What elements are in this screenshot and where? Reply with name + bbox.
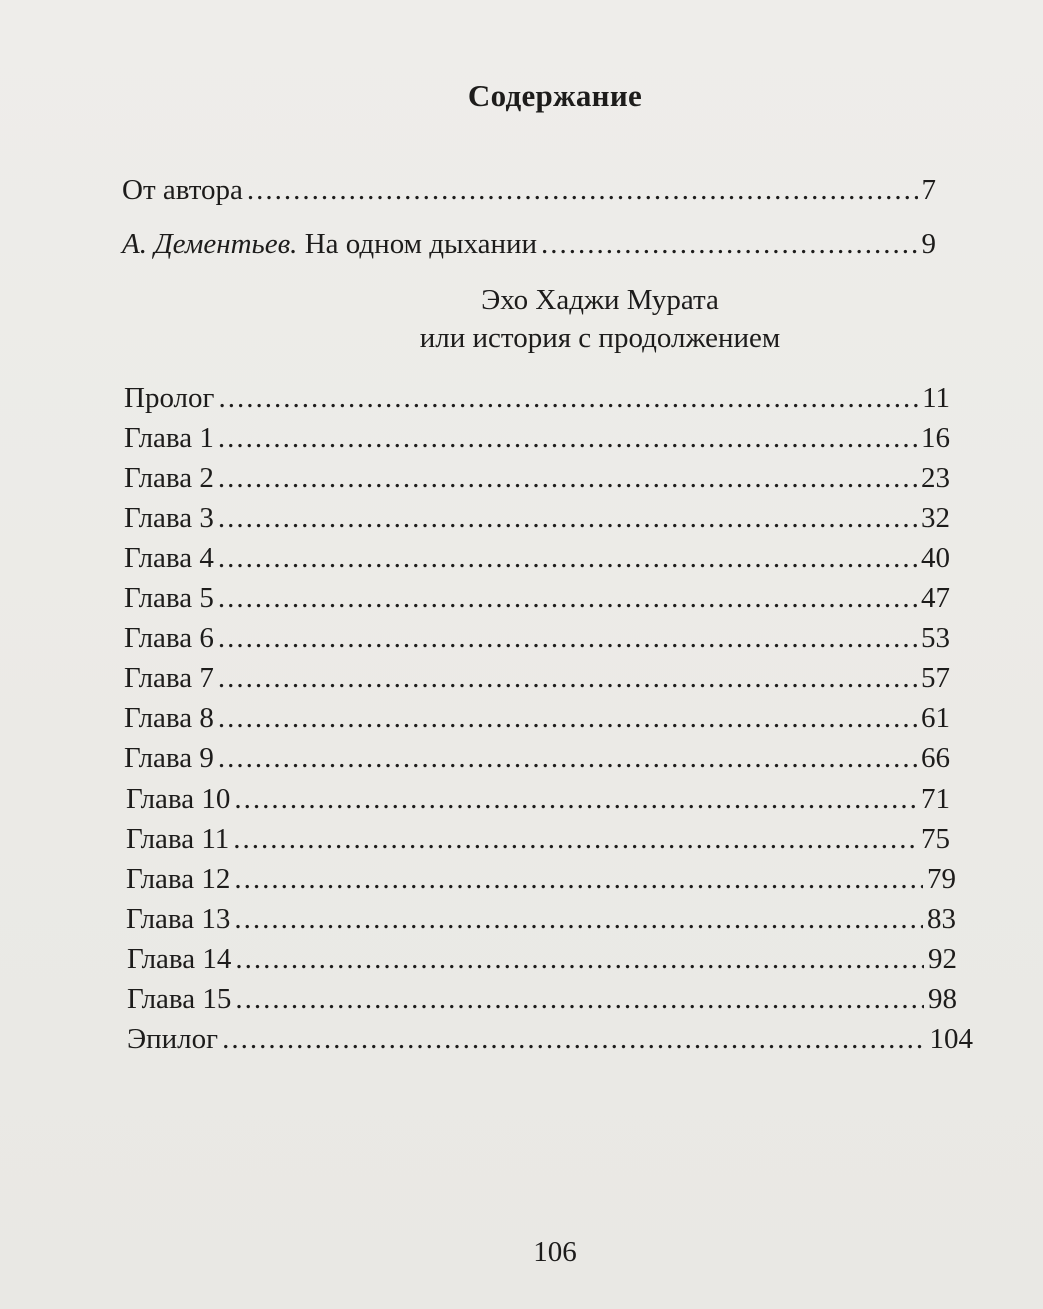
toc-dot-leader: [234, 861, 923, 897]
toc-entry-page: 7: [921, 174, 936, 206]
toc-entry-page: 32: [921, 502, 950, 534]
toc-dot-leader: [247, 172, 918, 208]
toc-entry-label: Глава 1: [124, 422, 214, 454]
toc-entry-page: 104: [929, 1023, 973, 1055]
toc-dot-leader: [218, 700, 917, 736]
toc-entry-author-name: А. Дементьев.: [122, 228, 298, 260]
toc-entry-page: 66: [921, 742, 950, 774]
toc-entry-label: Глава 3: [124, 502, 214, 534]
toc-entry-label: Глава 14: [127, 943, 232, 975]
toc-dot-leader: [218, 540, 917, 576]
toc-entry-page: 16: [921, 422, 950, 454]
toc-dot-leader: [233, 821, 917, 857]
toc-entry-page: 61: [921, 702, 950, 734]
toc-dot-leader: [222, 1021, 925, 1057]
toc-entry-chapter-3: [124, 500, 950, 536]
toc-entry-chapter-4: [124, 540, 950, 576]
toc-entry-label: Глава 4: [124, 542, 214, 574]
toc-entry-page: 23: [921, 462, 950, 494]
toc-entry-label: Глава 9: [124, 742, 214, 774]
toc-entry-page: 9: [921, 228, 936, 260]
toc-entry-label: Глава 15: [127, 983, 232, 1015]
toc-entry-chapter-6: [124, 620, 950, 656]
toc-entry-chapter-13: [126, 901, 956, 937]
toc-entry-chapter-2: [124, 460, 950, 496]
toc-entry-page: 79: [927, 863, 956, 895]
toc-entry-page: 83: [927, 903, 956, 935]
toc-title: Содержание: [467, 78, 643, 113]
section-heading-line2: или история с продолжением: [419, 322, 781, 354]
toc-dot-leader: [235, 941, 924, 977]
toc-entry-chapter-14: [127, 941, 957, 977]
toc-entry-chapter-7: [124, 660, 950, 696]
page-number: 106: [533, 1236, 577, 1268]
toc-entry-chapter-11: [126, 821, 950, 857]
toc-dot-leader: [218, 460, 917, 496]
toc-entry-label: Глава 6: [124, 622, 214, 654]
toc-dot-leader: [218, 580, 917, 616]
toc-dot-leader: [218, 380, 918, 416]
toc-entry-page: 57: [921, 662, 950, 694]
toc-entry-chapter-12: [126, 861, 956, 897]
toc-entry-page: 98: [928, 983, 957, 1015]
toc-entry-page: 75: [921, 823, 950, 855]
toc-entry-label: Глава 13: [126, 903, 231, 935]
toc-entry-label: Глава 2: [124, 462, 214, 494]
toc-entry-page: 53: [921, 622, 950, 654]
toc-entry-title: На одном дыхании: [297, 228, 538, 260]
toc-entry-label: Глава 8: [124, 702, 214, 734]
toc-entry-label: От автора: [122, 174, 243, 206]
toc-entry-chapter-8: [124, 700, 950, 736]
toc-entry-page: 71: [921, 783, 950, 815]
toc-entry-label: Пролог: [124, 382, 215, 414]
toc-entry-prologue: [124, 380, 950, 416]
toc-dot-leader: [218, 740, 917, 776]
section-heading-line1: Эхо Хаджи Мурата: [481, 284, 719, 316]
toc-entry-label: Глава 5: [124, 582, 214, 614]
toc-dot-leader: [234, 901, 923, 937]
toc-dot-leader: [218, 620, 917, 656]
toc-entry-dementyev: [122, 226, 936, 262]
toc-entry-label: Глава 7: [124, 662, 214, 694]
toc-entry-label: [122, 226, 537, 262]
toc-dot-leader: [218, 420, 917, 456]
toc-entry-page: 47: [921, 582, 950, 614]
toc-entry-page: 40: [921, 542, 950, 574]
toc-entry-chapter-15: [127, 981, 957, 1017]
toc-dot-leader: [235, 981, 924, 1017]
toc-entry-chapter-9: [124, 740, 950, 776]
toc-dot-leader: [218, 660, 917, 696]
toc-entry-chapter-5: [124, 580, 950, 616]
toc-entry-chapter-10: [126, 781, 950, 817]
toc-entry-epilogue: [127, 1021, 973, 1057]
toc-dot-leader: [541, 226, 917, 262]
toc-entry-page: 11: [922, 382, 950, 414]
toc-entry-label: Глава 12: [126, 863, 231, 895]
toc-dot-leader: [234, 781, 917, 817]
toc-entry-chapter-1: [124, 420, 950, 456]
toc-entry-label: Эпилог: [127, 1023, 219, 1055]
toc-entry-author-foreword: [122, 172, 936, 208]
toc-entry-label: Глава 10: [126, 783, 231, 815]
toc-entry-label: Глава 11: [126, 823, 230, 855]
toc-dot-leader: [218, 500, 917, 536]
toc-entry-page: 92: [928, 943, 957, 975]
